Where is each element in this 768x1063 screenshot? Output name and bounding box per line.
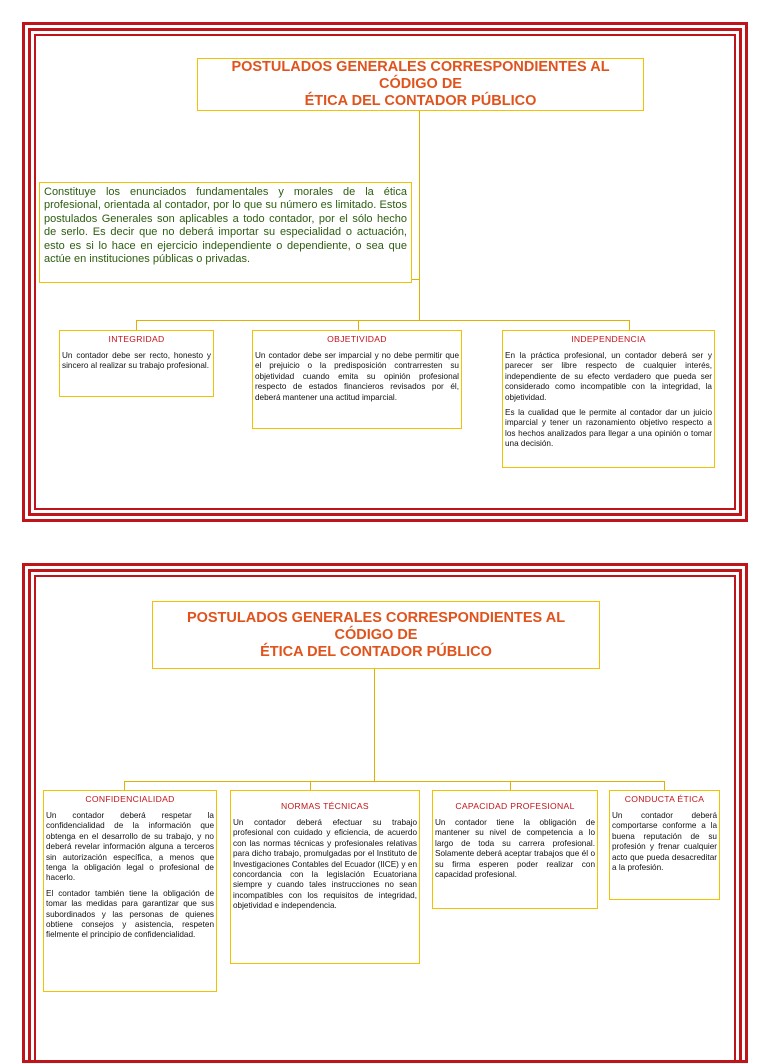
main-title-line2: ÉTICA DEL CONTADOR PÚBLICO	[260, 643, 492, 660]
connector-trunk	[374, 669, 375, 781]
connector-integridad	[136, 320, 137, 330]
connector-confidencialidad	[124, 781, 125, 790]
connector-horizontal	[124, 781, 664, 782]
card-capacidad-profesional	[432, 790, 598, 909]
card-text: Un contador debe ser recto, honesto y sincero al realizar su trabajo profesional.	[62, 351, 211, 371]
card-independencia	[502, 330, 715, 468]
card-title: CAPACIDAD PROFESIONAL	[455, 801, 575, 811]
card-text: En la práctica profesional, un contador deberá ser y parecer ser libre respecto de cualquier interés, independiente de su efecto verdadero que pueda ser considerado como incompatible con la integridad, la objetividad.	[505, 351, 712, 402]
main-title-line1: POSTULADOS GENERALES CORRESPONDIENTES AL CÓDIGO DE	[186, 609, 566, 643]
connector-objetividad	[358, 320, 359, 330]
definition-box	[39, 182, 412, 283]
card-text: Un contador tiene la obligación de mantener su nivel de competencia a lo largo de toda su carrera profesional. Solamente deberá aceptar trabajos que él o su firma esperen poder realizar con capacidad profesional.	[435, 818, 595, 880]
card-title: CONDUCTA ÉTICA	[624, 794, 705, 804]
card-integridad	[59, 330, 214, 397]
card-conducta-etica	[609, 790, 720, 900]
card-text: Un contador deberá comportarse conforme a la buena reputación de su profesión y frenar cualquier acto que pueda desacreditar a la profesión.	[612, 811, 717, 873]
connector-conducta	[664, 781, 665, 790]
card-text: Un contador deberá efectuar su trabajo profesional con cuidado y eficiencia, de acuerdo con las normas técnicas y profesionales relativas para dicho trabajo, promulgadas por el Instituto de Investigaciones Contables del Ecuador (IICE) y en concordancia con la legislación Ecuatoriana siempre y cuando tales instrucciones no sean incompatibles con los requisitos de integridad, objetividad e independencia.	[233, 818, 417, 911]
main-title-line1: POSTULADOS GENERALES CORRESPONDIENTES AL CÓDIGO DE	[231, 59, 610, 92]
card-text: El contador también tiene la obligación de tomar las medidas para garantizar que sus subordinados y las personas de quienes obtiene consejos y asistencia, respeten fielmente el principio de confidencialidad.	[46, 888, 214, 940]
card-text: Un contador debe ser imparcial y no debe permitir que el prejuicio o la predisposición contrarresten su objetividad cuando emita su opinión profesional respecto de estados financieros revisados por él, deberá mantener una actitud imparcial.	[255, 351, 459, 402]
connector-capacidad	[510, 781, 511, 790]
slide-2	[22, 563, 748, 1033]
connector-trunk	[419, 110, 420, 320]
card-title: NORMAS TÉCNICAS	[281, 801, 369, 811]
card-confidencialidad	[43, 790, 217, 992]
card-title: INTEGRIDAD	[108, 334, 165, 344]
card-objetividad	[252, 330, 462, 429]
connector-definition	[412, 279, 419, 280]
card-text: Es la cualidad que le permite al contador dar un juicio imparcial y tener un razonamiento objetivo respecto a los hechos analizados para llegar a una opinión o tomar una decisión.	[505, 408, 712, 449]
slide-1	[22, 22, 748, 522]
card-title: CONFIDENCIALIDAD	[85, 794, 175, 804]
card-normas-tecnicas	[230, 790, 420, 964]
card-title: INDEPENDENCIA	[571, 334, 646, 344]
connector-independencia	[629, 320, 630, 330]
connector-normas	[310, 781, 311, 790]
main-title-box	[197, 58, 644, 111]
main-title-box	[152, 601, 600, 669]
card-title: OBJETIVIDAD	[327, 334, 387, 344]
main-title-line2: ÉTICA DEL CONTADOR PÚBLICO	[304, 93, 537, 109]
definition-text: Constituye los enunciados fundamentales y morales de la ética profesional, orientada al contador, por lo que su número es limitado. Estos postulados Generales son aplicables a todo contador, por el sólo hecho de serlo. Es decir que no deberá importar su especialidad o actuación, esto es si lo hace en ejercicio independiente o dependiente, o sea que actúe en instituciones públicas o privadas.	[44, 186, 407, 266]
card-text: Un contador deberá respetar la confidencialidad de la información que obtenga en el desarrollo de su trabajo, y no deberá revelar información alguna a terceros sin autorización específica, a menos que tenga la obligación legal o profesional de hacerlo.	[46, 811, 214, 883]
connector-horizontal	[136, 320, 629, 321]
